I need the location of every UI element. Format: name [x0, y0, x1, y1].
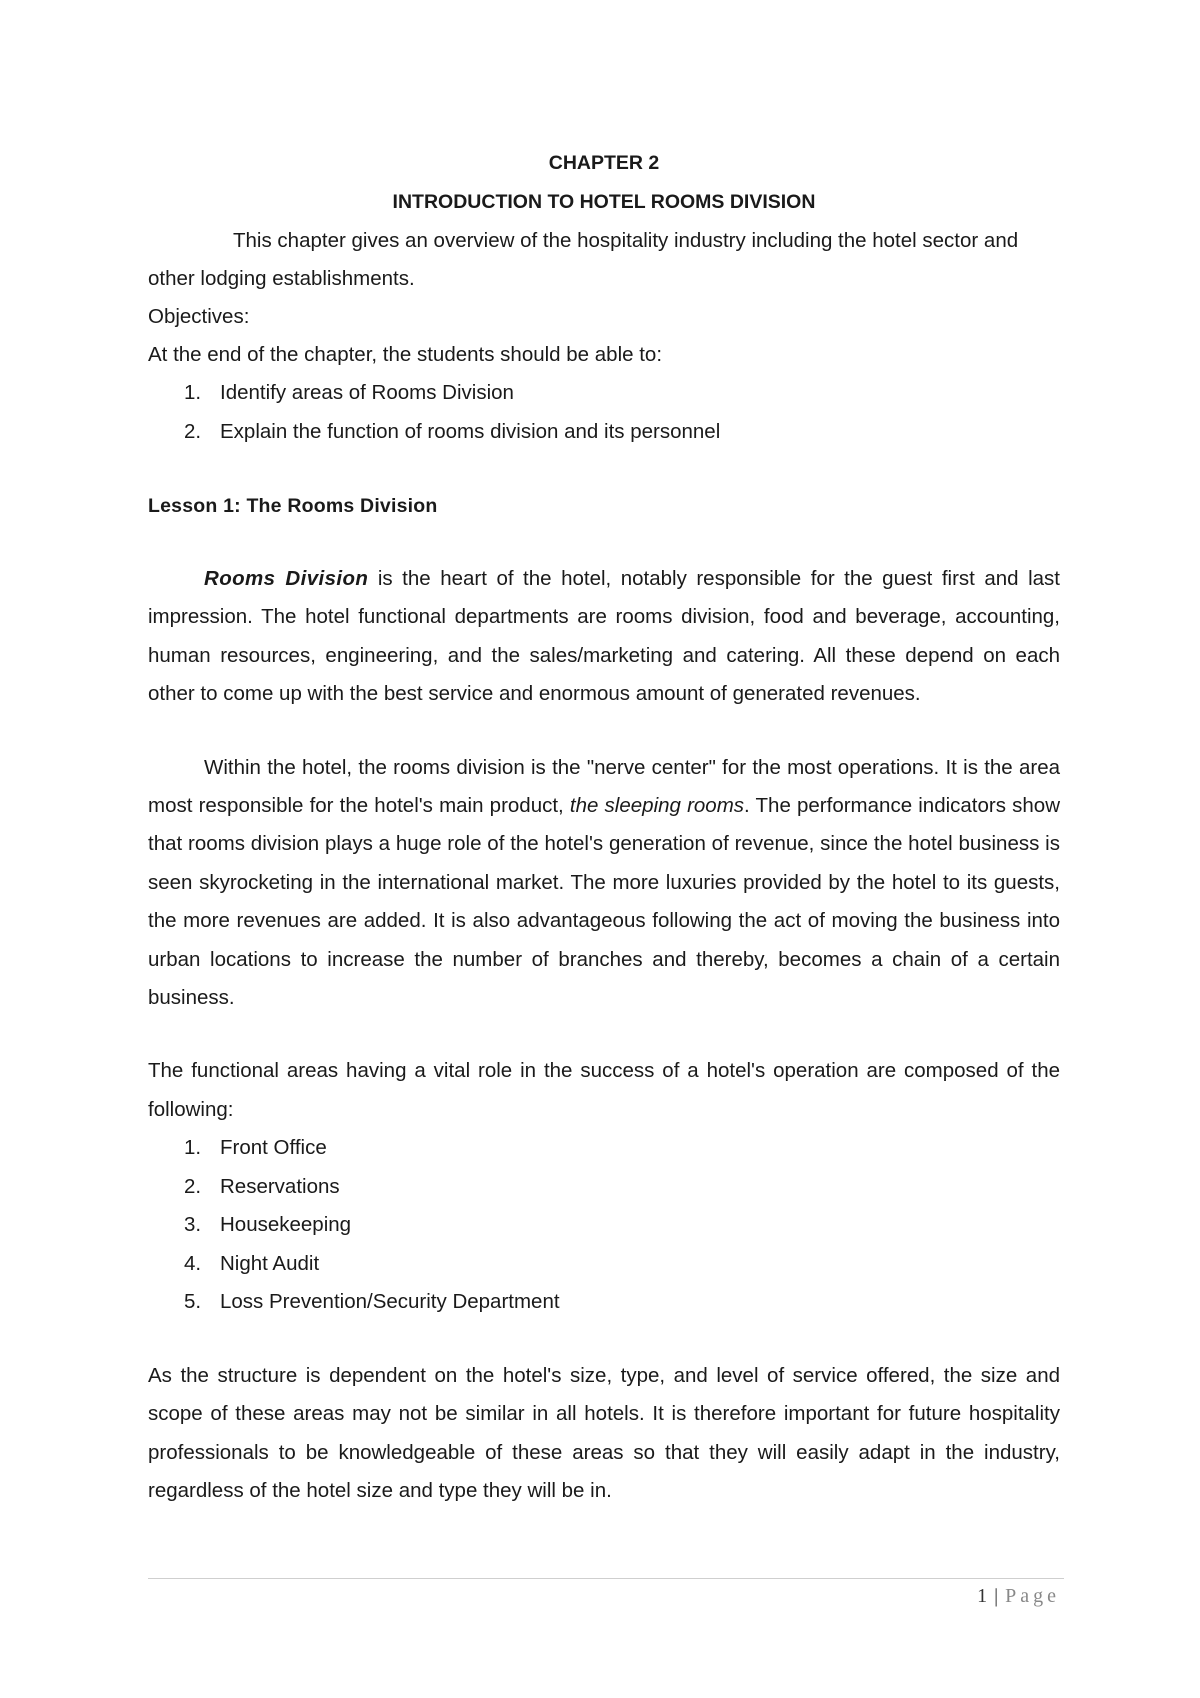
list-text: Identify areas of Rooms Division — [220, 381, 514, 404]
list-text: Reservations — [220, 1174, 340, 1198]
rooms-division-term: Rooms Division — [204, 567, 369, 590]
objectives-label: Objectives: — [148, 305, 250, 328]
list-text: Loss Prevention/Security Department — [220, 1290, 560, 1314]
list-item — [148, 1168, 1060, 1207]
list-number: 1. — [184, 1136, 202, 1160]
paragraph-functional-areas: The functional areas having a vital role in the success of a hotel's operation are composed of the following: — [148, 1059, 1060, 1121]
list-number: 4. — [184, 1251, 202, 1275]
document-page — [148, 140, 1060, 1510]
paragraph-nerve-center — [148, 749, 1060, 1018]
objectives-list — [148, 374, 1060, 451]
list-item — [148, 1283, 1060, 1322]
list-text: Explain the function of rooms division and its personnel — [220, 419, 721, 443]
list-number: 2. — [184, 1174, 202, 1198]
page-label: Page — [1005, 1585, 1060, 1607]
paragraph-rooms-division — [148, 560, 1060, 714]
chapter-title: INTRODUCTION TO HOTEL ROOMS DIVISION — [392, 191, 816, 213]
paragraph-text: Within the hotel, the rooms division is the "nerve center" for the most operations. It is the area most responsible for the hotel's main product, — [148, 755, 1060, 818]
list-text: Housekeeping — [220, 1213, 352, 1237]
list-item — [148, 413, 1060, 452]
sleeping-rooms-term: the sleeping rooms — [569, 794, 745, 818]
lesson-heading: Lesson 1: The Rooms Division — [148, 495, 438, 517]
list-item — [148, 374, 1060, 413]
list-number: 1. — [184, 381, 202, 404]
list-text: Night Audit — [220, 1251, 320, 1275]
chapter-intro: This chapter gives an overview of the hospitality industry including the hotel sector and other lodging establishments. — [148, 229, 1019, 290]
list-item — [148, 1206, 1060, 1245]
page-footer — [977, 1585, 1060, 1608]
list-text: Front Office — [220, 1136, 327, 1160]
paragraph-text: is the heart of the hotel, notably responsible for the guest first and last impression. The hotel functional departments are rooms division, food and beverage, accounting, human resources, engineering, and the sales/marketing and catering. All these depend on each other to come up with the best service and enormous amount of generated revenues. — [148, 567, 1061, 706]
list-number: 2. — [184, 419, 202, 443]
functional-areas-list — [148, 1129, 1060, 1322]
list-item — [148, 1245, 1060, 1284]
paragraph-structure: As the structure is dependent on the hotel's size, type, and level of service offered, the size and scope of these areas may not be similar in all hotels. It is therefore important for future hospitality professionals to be knowledgeable of these areas so that they will easily adapt in the industry, regardless of the hotel size and type they will be in. — [148, 1363, 1060, 1502]
list-item — [148, 1129, 1060, 1168]
list-number: 3. — [184, 1213, 202, 1237]
list-number: 5. — [184, 1290, 202, 1314]
footer-separator: | — [994, 1585, 1002, 1607]
chapter-number: CHAPTER 2 — [548, 152, 660, 174]
page-number: 1 — [977, 1585, 991, 1607]
objectives-lead: At the end of the chapter, the students should be able to: — [148, 343, 663, 366]
paragraph-text: . The performance indicators show that rooms division plays a huge role of the hotel's generation of revenue, since the hotel business is seen skyrocketing in the international market. The more luxuries provided by the hotel to its guests, the more revenues are added. It is also advantageous following the act of moving the business into urban locations to increase the number of branches and thereby, becomes a chain of a certain business. — [148, 794, 1060, 1010]
footer-divider — [148, 1578, 1064, 1579]
